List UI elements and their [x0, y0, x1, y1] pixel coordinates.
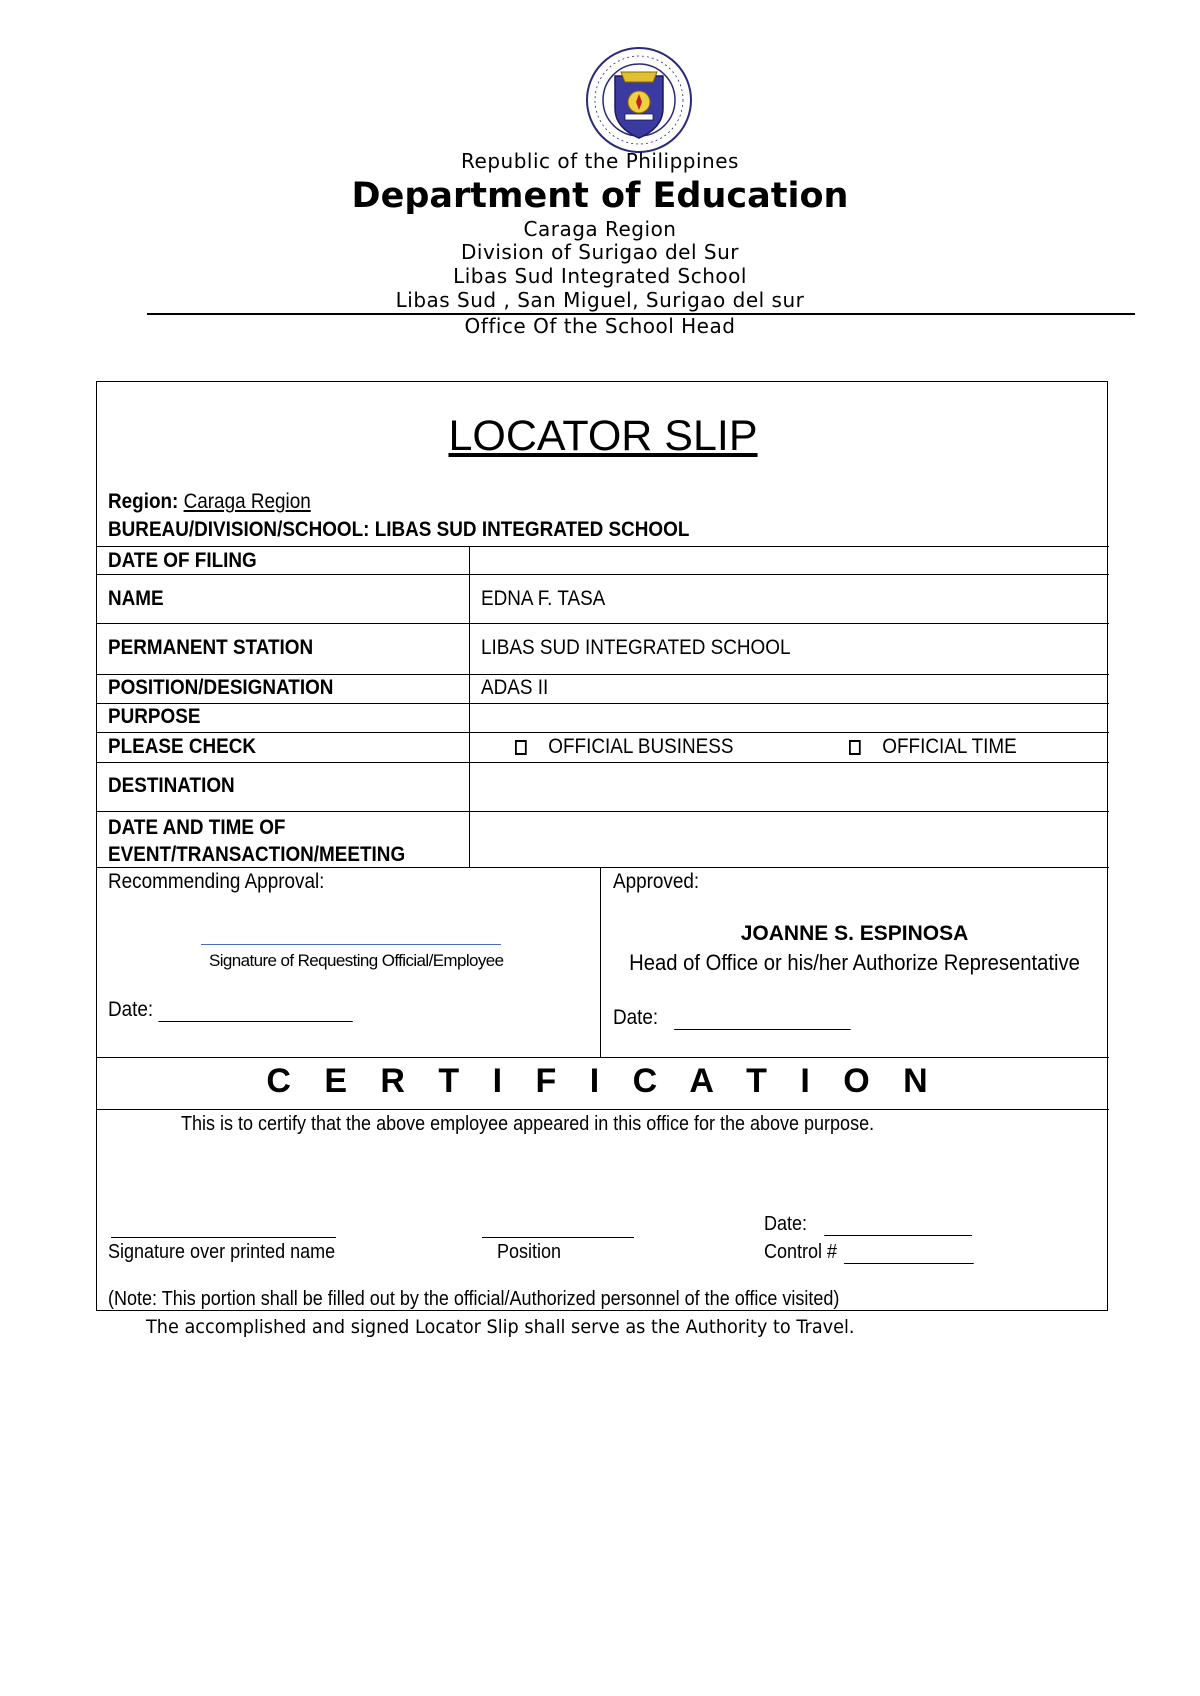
- region-line: [108, 490, 311, 514]
- cert-date-label: Date:: [764, 1213, 808, 1235]
- approved-label: Approved:: [613, 870, 700, 893]
- official-time-option[interactable]: [849, 735, 1017, 759]
- name-field[interactable]: EDNA F. TASA: [481, 587, 606, 610]
- recommending-date-line[interactable]: [108, 998, 353, 1022]
- deped-seal-logo: [585, 46, 693, 154]
- row-label-date-of-filing: DATE OF FILING: [108, 549, 257, 572]
- division-text: Division of Surigao del Sur: [461, 240, 739, 264]
- department-title: Department of Education: [351, 176, 849, 216]
- approved-date-label: Date:: [613, 1006, 659, 1029]
- form-title: LOCATOR SLIP: [448, 412, 758, 460]
- permanent-station-field[interactable]: LIBAS SUD INTEGRATED SCHOOL: [481, 636, 791, 659]
- office-text: Office Of the School Head: [464, 314, 736, 338]
- row-label-position: POSITION/DESIGNATION: [108, 676, 334, 699]
- official-business-checkbox[interactable]: [515, 740, 527, 755]
- official-time-checkbox[interactable]: [849, 740, 861, 755]
- certification-statement: This is to certify that the above employee appeared in this office for the above purpose.: [181, 1113, 875, 1135]
- recommending-date-label: Date:: [108, 998, 154, 1021]
- signature-line[interactable]: [201, 944, 501, 945]
- footer-note: The accomplished and signed Locator Slip shall serve as the Authority to Travel.: [146, 1316, 855, 1338]
- row-label-permanent-station: PERMANENT STATION: [108, 636, 314, 659]
- row-label-date-time-event: [108, 814, 405, 868]
- republic-text: Republic of the Philippines: [461, 149, 739, 173]
- position-field[interactable]: ADAS II: [481, 676, 549, 699]
- cert-signature-line[interactable]: [111, 1237, 336, 1238]
- official-business-label: OFFICIAL BUSINESS: [548, 735, 734, 758]
- row-label-purpose: PURPOSE: [108, 705, 201, 728]
- row-label-destination: DESTINATION: [108, 774, 235, 797]
- certification-heading: C E R T I F I C A T I O N: [266, 1062, 940, 1100]
- locator-slip-form: [96, 381, 1108, 1311]
- cert-position-label: Position: [497, 1241, 562, 1263]
- cert-control-line[interactable]: [764, 1241, 973, 1264]
- region-text: Caraga Region: [523, 217, 677, 241]
- cert-date-line[interactable]: [764, 1213, 972, 1236]
- row-label-date-time-line2: EVENT/TRANSACTION/MEETING: [108, 843, 406, 866]
- row-label-please-check: PLEASE CHECK: [108, 735, 257, 758]
- row-label-date-time-line1: DATE AND TIME OF: [108, 816, 286, 839]
- official-business-option[interactable]: [515, 735, 733, 759]
- row-label-name: NAME: [108, 587, 164, 610]
- approved-date-line[interactable]: [613, 1006, 851, 1030]
- signature-caption: Signature of Requesting Official/Employee: [209, 951, 504, 970]
- official-time-label: OFFICIAL TIME: [882, 735, 1017, 758]
- school-text: Libas Sud Integrated School: [453, 264, 747, 288]
- approver-name: JOANNE S. ESPINOSA: [740, 922, 969, 945]
- cert-position-line[interactable]: [482, 1237, 634, 1238]
- approver-title: Head of Office or his/her Authorize Representative: [629, 950, 1080, 975]
- bureau-line: BUREAU/DIVISION/SCHOOL: LIBAS SUD INTEGRATED SCHOOL: [108, 518, 690, 541]
- address-text: Libas Sud , San Miguel, Surigao del sur: [395, 288, 805, 312]
- region-label: Region:: [108, 490, 179, 513]
- recommending-approval-label: Recommending Approval:: [108, 870, 325, 893]
- region-value: Caraga Region: [183, 490, 311, 513]
- certification-note: (Note: This portion shall be filled out by the official/Authorized personnel of the office visited): [108, 1288, 840, 1310]
- cert-signature-label: Signature over printed name: [108, 1241, 336, 1263]
- cert-control-label: Control #: [764, 1241, 838, 1263]
